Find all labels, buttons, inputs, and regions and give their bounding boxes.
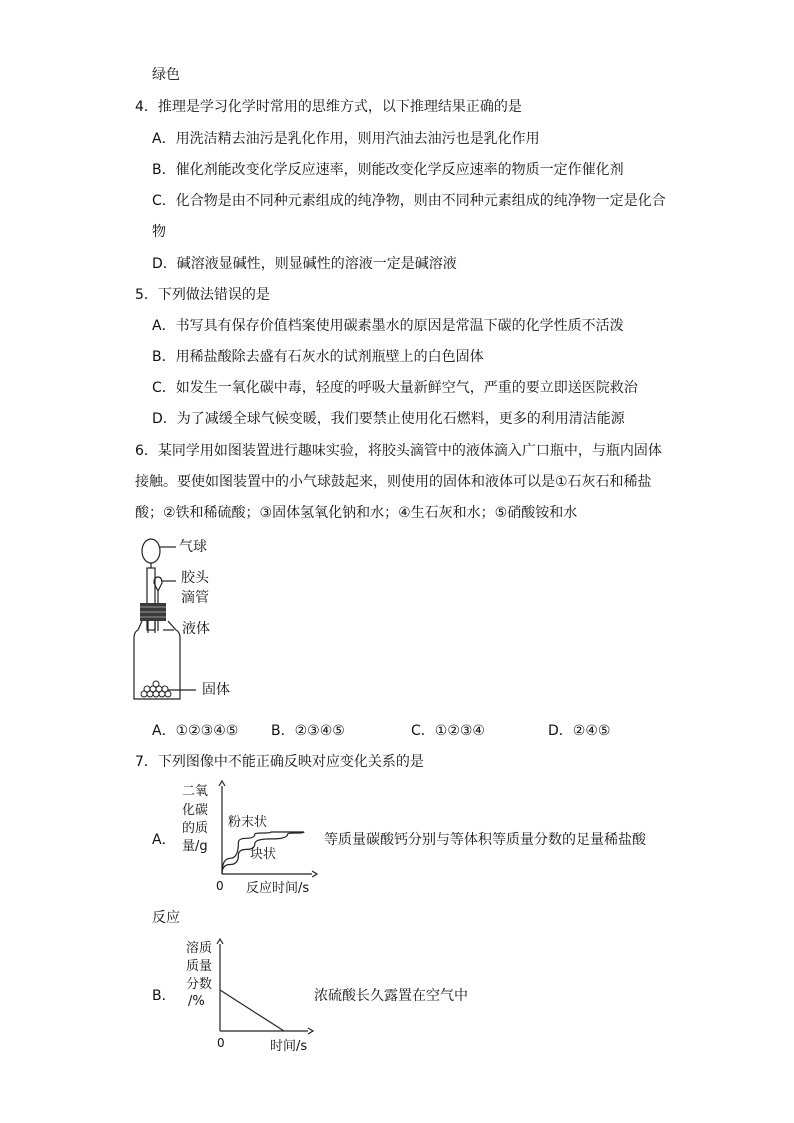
chart-a-y-arrow <box>219 781 225 786</box>
chart-b-ylabel-4: /% <box>188 994 205 1009</box>
chart-a-origin: 0 <box>216 879 224 893</box>
chart-b-line-fraction <box>220 990 284 1031</box>
balloon <box>142 539 160 563</box>
chart-a-ylabel-4: 量/g <box>182 839 208 854</box>
question-7-option-b-desc: 浓硫酸长久露置在空气中 <box>314 988 468 1004</box>
chart-b-xlabel: 时间/s <box>270 1039 308 1054</box>
question-4-option-a: A．用洗洁精去油污是乳化作用，则用汽油去油污也是乳化作用 <box>152 131 540 147</box>
chart-b-y-arrow <box>217 939 223 944</box>
chart-a-ylabel-2: 化碳 <box>182 803 209 818</box>
question-6-option-d: D．②④⑤ <box>548 723 611 739</box>
label-liquid: 液体 <box>182 621 210 637</box>
chart-a-label-powder: 粉末状 <box>228 815 268 830</box>
chart-a-label-lump: 块状 <box>250 847 277 862</box>
chart-b-ylabel-2: 质量 <box>186 959 213 974</box>
chart-b-ylabel-3: 分数 <box>186 977 213 992</box>
label-dropper-line2: 滴管 <box>181 590 209 606</box>
question-5-stem: 5．下列做法错误的是 <box>135 287 270 303</box>
question-6-option-c: C．①②③④ <box>411 723 485 739</box>
chart-b-origin: 0 <box>217 1036 225 1050</box>
label-balloon: 气球 <box>179 539 207 555</box>
question-7-option-a-desc: 等质量碳酸钙分别与等体积等质量分数的足量稀盐酸 <box>324 832 646 848</box>
chart-a-xlabel: 反应时间/s <box>246 881 310 896</box>
label-dropper-line1: 胶头 <box>181 570 209 586</box>
question-6-stem-line2: 接触。要使如图装置中的小气球鼓起来，则使用的固体和液体可以是①石灰石和稀盐 <box>135 474 652 490</box>
question-7-option-a-desc-wrap: 反应 <box>152 910 180 926</box>
question-7-option-a-letter: A． <box>152 832 176 848</box>
question-4-option-c: C．化合物是由不同种元素组成的纯净物，则由不同种元素组成的纯净物一定是化合 <box>152 193 666 209</box>
question-5-option-c: C．如发生一氧化碳中毒，轻度的呼吸大量新鲜空气，严重的要立即送医院救治 <box>152 380 638 396</box>
chart-b-x-arrow <box>308 1028 313 1034</box>
question-5-option-d: D．为了减缓全球气候变暖，我们要禁止使用化石燃料，更多的利用清洁能源 <box>152 411 625 427</box>
line-green-continuation: 绿色 <box>152 67 180 83</box>
chart-solute-fraction <box>180 934 320 1056</box>
question-6-stem-line1: 6．某同学用如图装置进行趣味实验，将胶头滴管中的液体滴入广口瓶中，与瓶内固体 <box>135 443 662 459</box>
chart-b-ylabel-1: 溶质 <box>186 941 213 956</box>
question-5-option-a: A．书写具有保存价值档案使用碳素墨水的原因是常温下碳的化学性质不活泼 <box>152 318 624 334</box>
question-6-stem-line3: 酸；②铁和稀硫酸；③固体氢氧化钠和水；④生石灰和水；⑤硝酸铵和水 <box>135 505 578 521</box>
question-7-option-b-letter: B． <box>152 988 176 1004</box>
question-4-option-c-wrap: 物 <box>152 224 166 240</box>
question-7-stem: 7．下列图像中不能正确反映对应变化关系的是 <box>135 754 424 770</box>
solid-particles <box>141 681 171 697</box>
question-4-option-d: D．碱溶液显碱性，则显碱性的溶液一定是碱溶液 <box>152 256 457 272</box>
question-4-option-b: B．催化剂能改变化学反应速率，则能改变化学反应速率的物质一定作催化剂 <box>152 162 624 178</box>
chart-a-x-arrow <box>312 871 317 877</box>
chart-a-ylabel-1: 二氧 <box>182 784 209 799</box>
chart-a-ylabel-3: 的质 <box>182 821 209 836</box>
question-5-option-b: B．用稀盐酸除去盛有石灰水的试剂瓶壁上的白色固体 <box>152 349 484 365</box>
chart-co2-mass <box>180 778 320 900</box>
question-6-option-b: B．②③④⑤ <box>271 723 345 739</box>
question-4-stem: 4．推理是学习化学时常用的思维方式，以下推理结果正确的是 <box>135 99 522 115</box>
question-6-option-a: A．①②③④⑤ <box>152 723 239 739</box>
label-solid: 固体 <box>202 682 230 698</box>
